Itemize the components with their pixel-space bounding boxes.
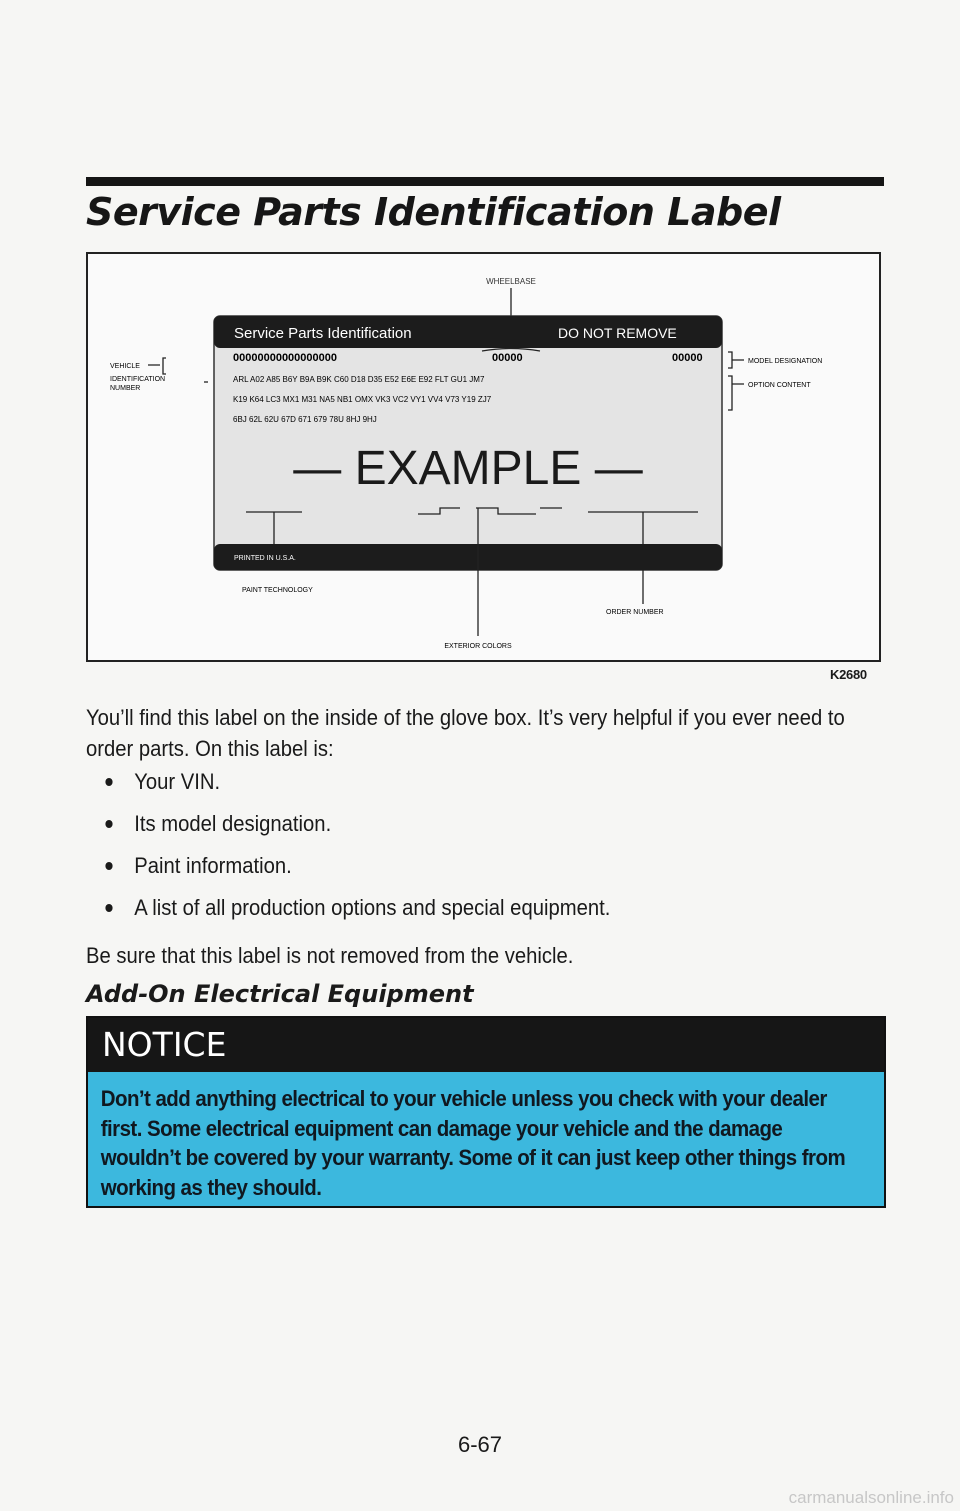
list-item: A list of all production options and special equipment. [100,894,610,936]
notice-text: Don’t add anything electrical to your vehicle unless you check with your dealer first. Some electrical equipment can damage your vehicle and the damage wouldn’t be covered by your warranty. Some of it can just keep other things from working as they should. [100,1086,846,1200]
section-heading: Add-On Electrical Equipment [86,980,474,1008]
callout-option-content: OPTION CONTENT [748,382,811,389]
callout-exterior-colors: EXTERIOR COLORS [444,643,512,650]
callout-model-designation: MODEL DESIGNATION [748,358,823,365]
list-item: Paint information. [100,852,610,894]
page-title: Service Parts Identification Label [86,190,781,234]
label-wheelbase-code: 00000 [492,352,523,364]
closing-paragraph: Be sure that this label is not removed from the vehicle. [86,943,574,968]
callout-identification: IDENTIFICATION [110,376,166,383]
watermark: carmanualsonline.info [788,1488,954,1507]
bullet-icon [105,862,112,870]
label-model-code: 00000 [672,352,703,364]
callout-order-number: ORDER NUMBER [606,609,664,616]
callout-number: NUMBER [110,385,141,392]
bullet-icon [105,778,112,786]
label-vin-code: 00000000000000000 [233,352,338,364]
top-rule [86,177,884,186]
figure-id: K2680 [830,667,867,682]
label-example-text: — EXAMPLE — [293,442,643,495]
page-number: 6-67 [457,1432,503,1457]
callout-vehicle: VEHICLE [110,363,140,370]
label-options-row-3: 6BJ 62L 62U 67D 671 679 78U 8HJ 9HJ [233,415,377,424]
label-figure [86,252,881,662]
info-list [100,768,667,936]
callout-wheelbase: WHEELBASE [486,277,536,286]
intro-paragraph: You’ll find this label on the inside of the glove box. It’s very helpful if you ever need to order parts. On this label is: [86,705,845,761]
label-header-left: Service Parts Identification [234,325,412,342]
list-item: Your VIN. [100,768,610,810]
label-printed-text: PRINTED IN U.S.A. [234,555,296,562]
bullet-icon [105,820,112,828]
label-diagram [88,254,883,664]
label-options-row-1: ARL A02 A85 B6Y B9A B9K C60 D18 D35 E52 E6E E92 FLT GU1 JM7 [233,375,485,384]
list-item: Its model designation. [100,810,610,852]
notice-label: NOTICE [88,1018,884,1072]
callout-paint-technology: PAINT TECHNOLOGY [242,587,313,594]
notice-box [86,1016,886,1208]
label-options-row-2: K19 K64 LC3 MX1 M31 NA5 NB1 OMX VK3 VC2 VY1 VV4 V73 Y19 ZJ7 [233,395,492,404]
label-header-right: DO NOT REMOVE [558,325,677,341]
bullet-icon [105,904,112,912]
